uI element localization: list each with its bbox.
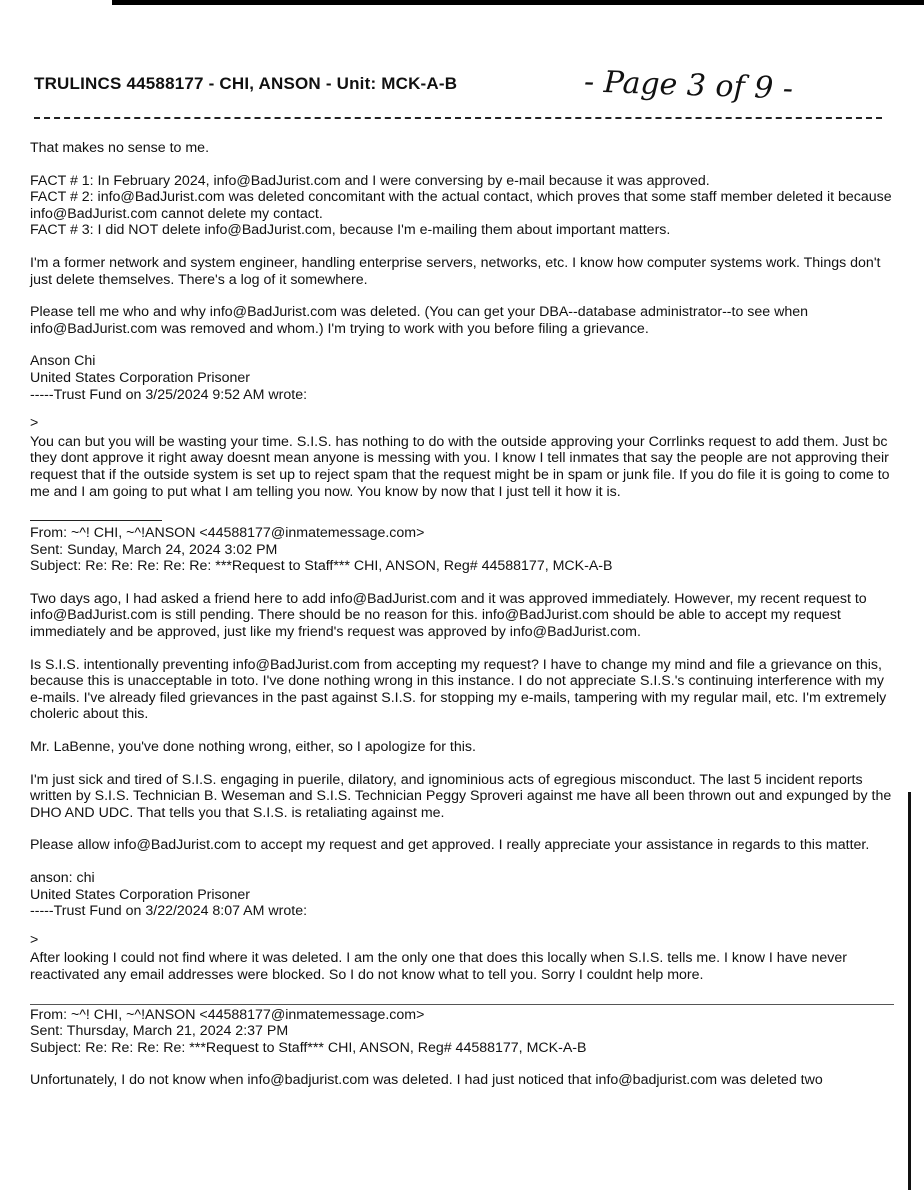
quote-marker: > bbox=[30, 931, 39, 948]
signature-block bbox=[30, 353, 894, 403]
paragraph: Is S.I.S. intentionally preventing info@BadJurist.com from accepting my request? I have to change my mind and file a grievance on this, because this is unacceptable in toto. I've done nothing wrong in this instance. I do not appreciate S.I.S.'s continuing interference with my e-mails. I've already filed grievances in the past against S.I.S. for stopping my e-mails, tampering with my regular mail, etc. I'm extremely choleric about this. bbox=[30, 656, 887, 723]
paragraph: I'm a former network and system engineer, handling enterprise servers, networks, etc. I know how computer systems work. Things don't just delete themselves. There's a log of it somewhere. bbox=[30, 254, 881, 288]
from-line: From: ~^! CHI, ~^!ANSON <44588177@inmatemessage.com> bbox=[30, 525, 425, 542]
separator-line bbox=[30, 1004, 894, 1005]
paragraph: That makes no sense to me. bbox=[30, 140, 210, 156]
staff-reply: After looking I could not find where it was deleted. I am the only one that does this locally when S.I.S. tells me. I know I have never reactivated any email addresses were blocked. So I do not know what to tell you. Sorry I couldnt help more. bbox=[30, 950, 848, 983]
paragraph: Please tell me who and why info@BadJurist.com was deleted. (You can get your DBA--database administrator--to see when info@BadJurist.com was removed and whom.) I'm trying to work with you before filing a grievance. bbox=[30, 304, 809, 337]
subject-line: Subject: Re: Re: Re: Re: ***Request to Staff*** CHI, ANSON, Reg# 44588177, MCK-A-B bbox=[30, 1039, 587, 1056]
quoted-reply-header: -----Trust Fund on 3/25/2024 9:52 AM wrote: bbox=[30, 386, 308, 403]
scan-top-border bbox=[112, 0, 924, 5]
separator-line bbox=[30, 520, 162, 521]
signature-block bbox=[30, 870, 894, 920]
handwritten-page-number: - Page 3 of 9 - bbox=[583, 64, 794, 107]
signature-name: Anson Chi bbox=[30, 353, 96, 370]
sent-line: Sent: Thursday, March 21, 2024 2:37 PM bbox=[30, 1023, 289, 1040]
facts-list bbox=[30, 173, 894, 239]
paragraph: I'm just sick and tired of S.I.S. engaging in puerile, dilatory, and ignominious acts of egregious misconduct. The last 5 incident reports written by S.I.S. Technician B. Weseman and S.I.S. Technician Peggy Sproveri against me have all been thrown out and expunged by the DHO AND UDC. That tells you that S.I.S. is retaliating against me. bbox=[30, 771, 892, 821]
fact-3: FACT # 3: I did NOT delete info@BadJurist.com, because I'm e-mailing them about important matters. bbox=[30, 222, 671, 239]
page-header: TRULINCS 44588177 - CHI, ANSON - Unit: MCK-A-B bbox=[34, 74, 458, 93]
signature-name: anson: chi bbox=[30, 870, 95, 886]
staff-reply: You can but you will be wasting your time. S.I.S. has nothing to do with the outside approving your Corrlinks request to add them. Just bc they dont approve it right away doesnt mean anyone is messing with you. I know I tell inmates that say the people are not approving their request that if the outside system is set up to reject spam that the request might be in spam or junk file. If you do file it is going to come to me and I am going to put what I am telling you now. You know by now that I just tell it how it is. bbox=[30, 433, 890, 500]
fact-1: FACT # 1: In February 2024, info@BadJurist.com and I were conversing by e-mail because it was approved. bbox=[30, 172, 710, 189]
paragraph: Mr. LaBenne, you've done nothing wrong, either, so I apologize for this. bbox=[30, 739, 476, 756]
message-body bbox=[30, 140, 894, 1105]
from-line: From: ~^! CHI, ~^!ANSON <44588177@inmatemessage.com> bbox=[30, 1006, 425, 1023]
message-headers bbox=[30, 1007, 894, 1057]
sent-line: Sent: Sunday, March 24, 2024 3:02 PM bbox=[30, 541, 278, 558]
paragraph: Please allow info@BadJurist.com to accept my request and get approved. I really appreciate your assistance in regards to this matter. bbox=[30, 837, 870, 854]
signature-title: United States Corporation Prisoner bbox=[30, 886, 251, 903]
quoted-reply-header: -----Trust Fund on 3/22/2024 8:07 AM wrote: bbox=[30, 903, 308, 920]
header-dashed-divider bbox=[34, 117, 882, 119]
scan-right-margin-mark bbox=[908, 792, 911, 1190]
signature-title: United States Corporation Prisoner bbox=[30, 369, 251, 386]
subject-line: Subject: Re: Re: Re: Re: Re: ***Request to Staff*** CHI, ANSON, Reg# 44588177, MCK-A-B bbox=[30, 558, 613, 575]
paragraph: Two days ago, I had asked a friend here to add info@BadJurist.com and it was approved immediately. However, my recent request to info@BadJurist.com is still pending. There should be no reason for this. info@BadJurist.com should be able to accept my request immediately and be approved, just like my friend's request was approved by info@BadJurist.com. bbox=[30, 590, 867, 641]
fact-2: FACT # 2: info@BadJurist.com was deleted concomitant with the actual contact, which proves that some staff member deleted it because info@BadJurist.com cannot delete my contact. bbox=[30, 189, 892, 222]
quote-marker: > bbox=[30, 415, 39, 432]
paragraph: Unfortunately, I do not know when info@badjurist.com was deleted. I had just noticed that info@badjurist.com was deleted two bbox=[30, 1072, 823, 1089]
message-headers bbox=[30, 525, 894, 575]
